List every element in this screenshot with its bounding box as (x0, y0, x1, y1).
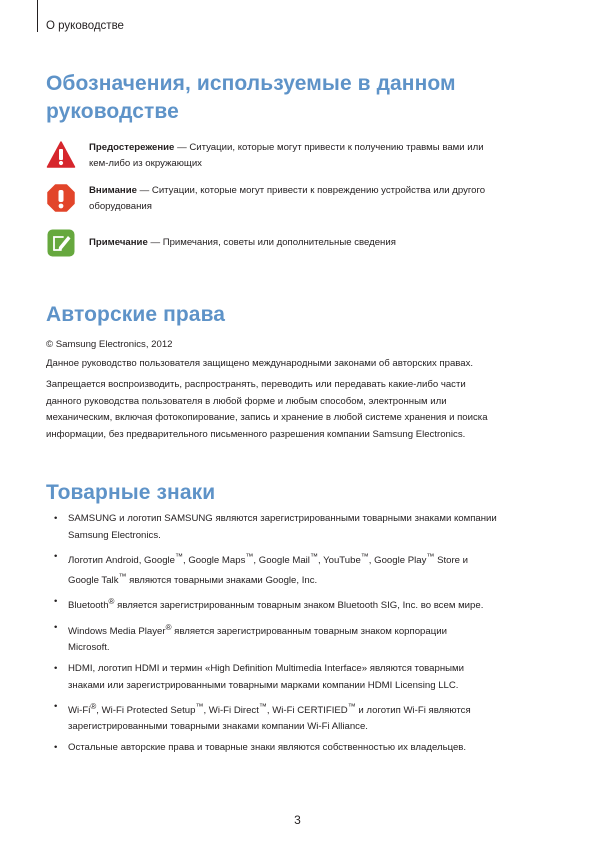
info-text (89, 235, 549, 251)
tm-mark: ™ (245, 551, 254, 561)
section-title-line2: руководстве (46, 100, 179, 123)
list-item (46, 511, 558, 544)
item-text: , Wi-Fi Protected Setup (96, 704, 196, 716)
bullet-icon: • (54, 513, 58, 524)
item-text: , Wi-Fi CERTIFIED (266, 704, 348, 716)
reg-mark: ® (165, 622, 172, 632)
item-text: зарегистрированными товарными знаками компании Wi-Fi Alliance. (68, 721, 368, 733)
item-text: является зарегистрированным товарным знаком корпорации (171, 625, 447, 637)
item-text: SAMSUNG и логотип SAMSUNG являются зарегистрированными товарными знаками компании (68, 513, 497, 524)
item-text: является зарегистрированным товарным знаком Bluetooth SIG, Inc. во всем мире. (114, 600, 484, 612)
bullet-icon: • (54, 621, 58, 633)
bullet-icon: • (54, 550, 58, 562)
bullet-icon: • (54, 663, 58, 675)
copyright-para2-line3: механическим, включая фотокопирование, запись и хранение в любой системе хранения и поиска (46, 412, 488, 423)
tm-mark: ™ (309, 551, 318, 561)
reg-mark: ® (108, 597, 115, 607)
trademarks-list (46, 511, 558, 761)
exclamation-octagon-icon (46, 183, 76, 213)
caution-text (89, 140, 549, 172)
copyright-para2 (46, 377, 556, 443)
info-label: Примечание (89, 237, 148, 248)
page-number: 3 (294, 813, 301, 827)
note-pencil-icon (46, 228, 76, 258)
warning-text (89, 183, 549, 215)
item-text: , YouTube (317, 554, 361, 566)
tm-mark: ™ (118, 572, 127, 582)
item-text: Остальные авторские права и товарные знаки являются собственностью их владельцев. (68, 742, 467, 754)
copyright-para1: Данное руководство пользователя защищено международными законами об авторских правах. (46, 358, 474, 369)
item-text: и логотип Wi-Fi являются (355, 704, 471, 716)
bullet-icon: • (54, 742, 58, 754)
item-text: HDMI, логотип HDMI и термин «High Definition Multimedia Interface» являются товарными (68, 663, 464, 675)
tm-mark: ™ (258, 701, 267, 711)
item-text: Bluetooth (68, 600, 109, 612)
item-text: , Google Mail (253, 554, 310, 566)
item-text: Microsoft. (68, 642, 110, 654)
item-text: являются товарными знаками Google, Inc. (126, 575, 318, 587)
copyright-para2-line1: Запрещается воспроизводить, распространять, переводить или передавать какие-либо части (46, 379, 466, 390)
copyright-para2-line2: данного руководства пользователя в любой форме и любым способом, электронным или (46, 395, 447, 407)
section-title-copyright: Авторские права (46, 303, 226, 326)
bullet-icon: • (54, 596, 58, 608)
item-text: Google Talk (68, 575, 119, 587)
item-text: , Google Maps (183, 554, 246, 566)
info-desc: — Примечания, советы или дополнительные сведения (147, 237, 396, 248)
list-item (46, 661, 558, 694)
tm-mark: ™ (195, 701, 204, 711)
item-text: Windows Media Player (68, 625, 166, 637)
caution-desc-line2: кем-либо из окружающих (89, 158, 202, 169)
list-item (46, 699, 558, 736)
section-title-line1: Обозначения, используемые в данном (46, 72, 456, 95)
list-item (46, 620, 558, 657)
copyright-line: © Samsung Electronics, 2012 (46, 339, 173, 350)
tm-mark: ™ (175, 551, 183, 561)
item-text: знаками или зарегистрированными товарными марками компании HDMI Licensing LLC. (68, 679, 459, 691)
item-text: Wi-Fi (68, 704, 91, 716)
header-rule (37, 0, 38, 32)
warning-desc-line2: оборудования (89, 201, 152, 212)
tm-mark: ™ (426, 551, 435, 561)
tm-mark: ™ (360, 551, 369, 561)
warning-desc-line1: — Ситуации, которые могут привести к повреждению устройства или другого (136, 185, 486, 196)
caution-label: Предостережение (89, 142, 175, 153)
copyright-para2-line4: информации, без предварительного письменного разрешения компании Samsung Electronics. (46, 428, 466, 440)
section-title-conventions (46, 70, 456, 126)
list-item (46, 549, 558, 590)
section-title-trademarks: Товарные знаки (46, 481, 216, 504)
warning-triangle-icon (46, 140, 76, 170)
item-text: , Google Play (368, 554, 427, 566)
running-title: О руководстве (46, 20, 124, 32)
item-text: Samsung Electronics. (68, 529, 161, 541)
bullet-icon: • (54, 700, 58, 712)
item-text: Store и (434, 554, 469, 566)
list-item (46, 594, 558, 615)
reg-mark: ® (90, 701, 97, 711)
list-item (46, 740, 558, 757)
item-text: , Wi-Fi Direct (203, 704, 259, 716)
warning-label: Внимание (89, 185, 137, 196)
caution-desc-line1: — Ситуации, которые могут привести к получению травмы вами или (174, 142, 484, 153)
item-text: Логотип Android, Google (68, 554, 175, 566)
tm-mark: ™ (347, 701, 356, 711)
